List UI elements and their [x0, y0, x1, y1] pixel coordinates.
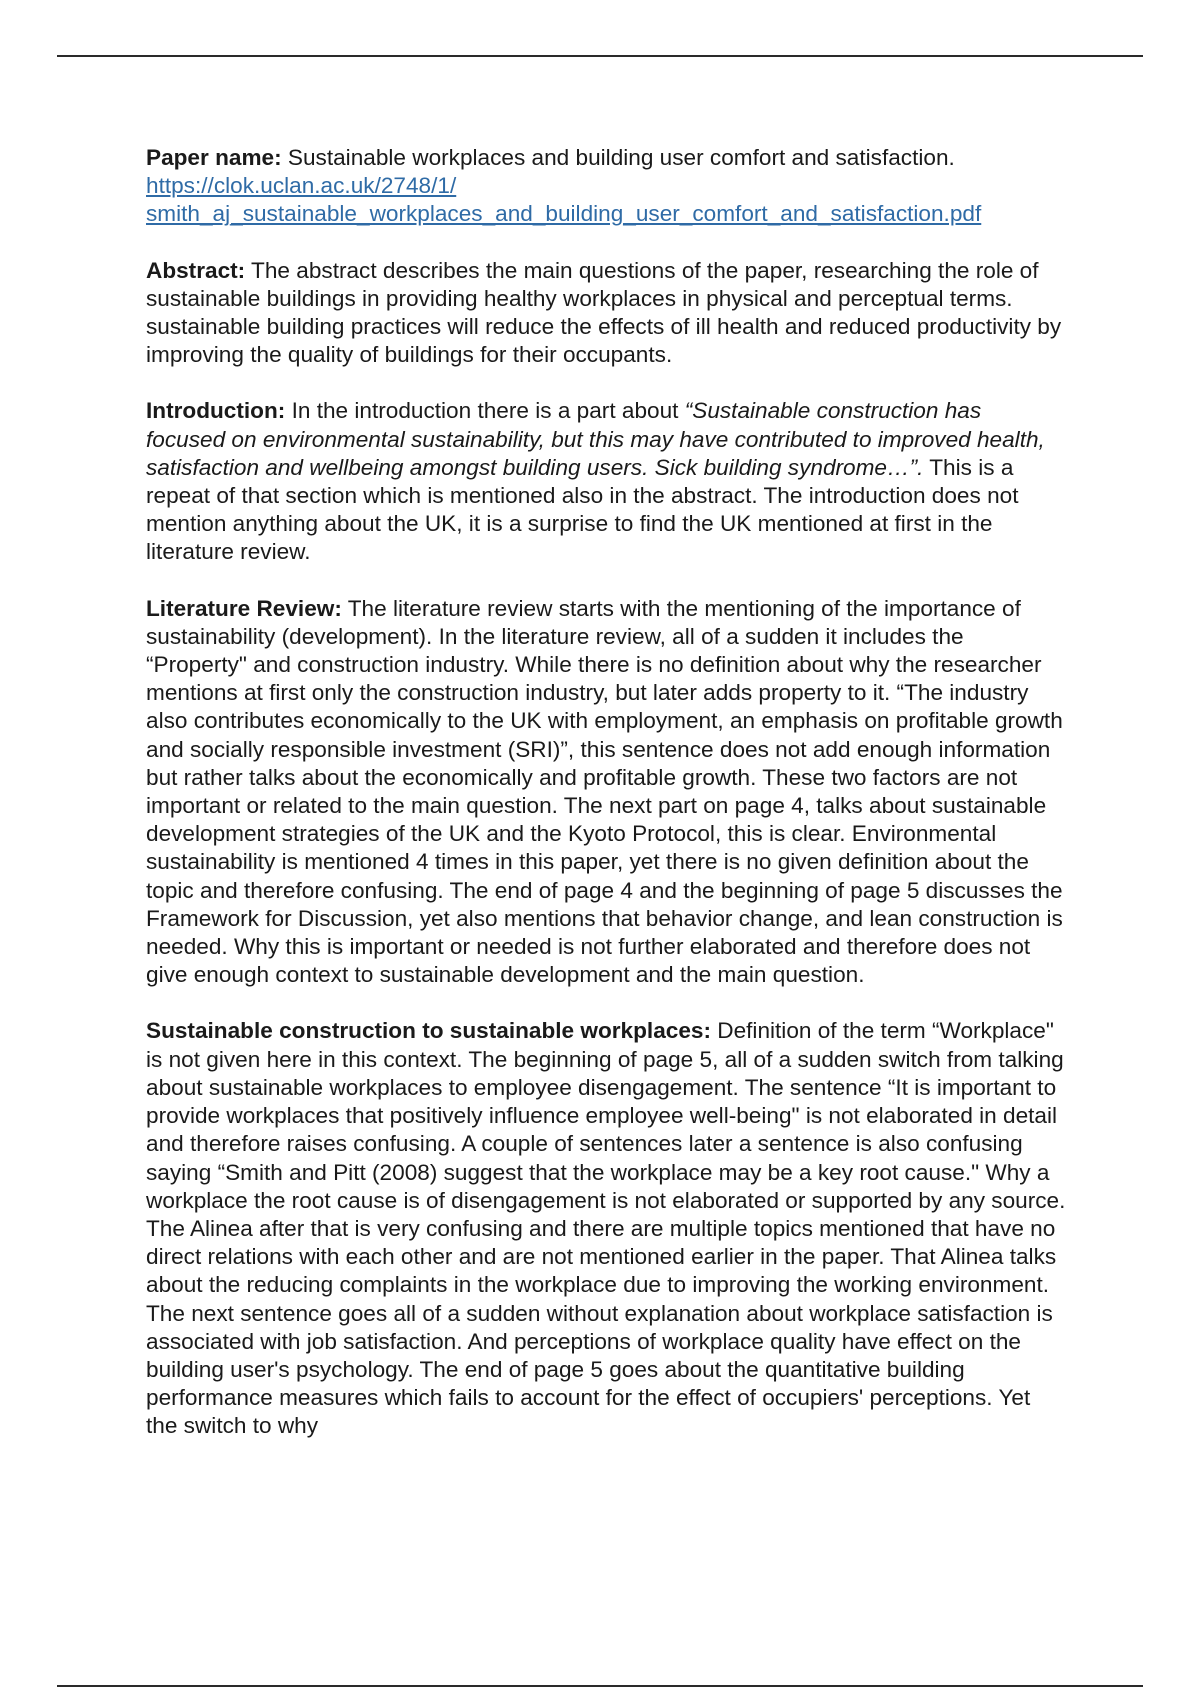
- introduction-text: This is a repeat of that section which is mentioned also in the abstract. The introduction does not mention anything about the UK, it is a surprise to find the UK mentioned at first in the literature review.: [146, 454, 1019, 565]
- bottom-rule: [57, 1685, 1143, 1687]
- sustainable-construction-text: Definition of the term “Workplace" is not given here in this context. The beginning of page 5, all of a sudden switch from talking about sustainable workplaces to employee disengagement. The sentence “It is important to provide workplaces that positively influence employee well-being" is not elaborated in detail and therefore raises confusing. A couple of sentences later a sentence is also confusing saying “Smith and Pitt (2008) suggest that the workplace may be a key root cause." Why a workplace the root cause is of disengagement is not elaborated or supported by any source. The Alinea after that is very confusing and there are multiple topics mentioned that have no direct relations with each other and are not mentioned earlier in the paper. That Alinea talks about the reducing complaints in the workplace due to improving the working environment. The next sentence goes all of a sudden without explanation about workplace satisfaction is associated with job satisfaction. And perceptions of workplace quality have effect on the building user's psychology. The end of page 5 goes about the quantitative building performance measures which fails to account for the effect of occupiers' perceptions. Yet the switch to why: [146, 1018, 1066, 1439]
- document-body: [146, 144, 1066, 1469]
- top-rule: [57, 55, 1143, 57]
- paper-link[interactable]: [146, 172, 1066, 228]
- abstract-text: The abstract describes the main questions of the paper, researching the role of sustainable buildings in providing healthy workplaces in physical and perceptual terms. sustainable building practices will reduce the effects of ill health and reduced productivity by improving the quality of buildings for their occupants.: [146, 257, 1062, 368]
- abstract-section: [146, 257, 1066, 370]
- literature-review-label: Literature Review:: [146, 595, 342, 621]
- paper-link-line-2: smith_aj_sustainable_workplaces_and_building_user_comfort_and_satisfaction.pdf: [146, 201, 982, 227]
- introduction-section: [146, 397, 1066, 566]
- sustainable-construction-section: [146, 1017, 1066, 1440]
- paper-name-section: [146, 144, 1066, 229]
- introduction-label: Introduction:: [146, 398, 286, 424]
- paper-link-line-1: https://clok.uclan.ac.uk/2748/1/: [146, 173, 457, 199]
- literature-review-section: [146, 595, 1066, 990]
- paper-title: Sustainable workplaces and building user comfort and satisfaction.: [281, 145, 955, 170]
- paper-name-label: Paper name:: [146, 145, 282, 170]
- sustainable-construction-label: Sustainable construction to sustainable workplaces:: [146, 1018, 711, 1044]
- abstract-label: Abstract:: [146, 257, 246, 283]
- literature-review-text: The literature review starts with the mentioning of the importance of sustainability (development). In the literature review, all of a sudden it includes the “Property" and construction industry. While there is no definition about why the researcher mentions at first only the construction industry, but later adds property to it. “The industry also contributes economically to the UK with employment, an emphasis on profitable growth and socially responsible investment (SRI)”, this sentence does not add enough information but rather talks about the economically and profitable growth. These two factors are not important or related to the main question. The next part on page 4, talks about sustainable development strategies of the UK and the Kyoto Protocol, this is clear. Environmental sustainability is mentioned 4 times in this paper, yet there is no given definition about the topic and therefore confusing. The end of page 4 and the beginning of page 5 discusses the Framework for Discussion, yet also mentions that behavior change, and lean construction is needed. Why this is important or needed is not further elaborated and therefore does not give enough context to sustainable development and the main question.: [146, 595, 1063, 988]
- introduction-lead: In the introduction there is a part about: [285, 398, 685, 424]
- introduction-quote: “Sustainable construction has focused on environmental sustainability, but this may have contributed to improved health, satisfaction and wellbeing amongst building users. Sick building syndrome…”.: [146, 398, 1045, 480]
